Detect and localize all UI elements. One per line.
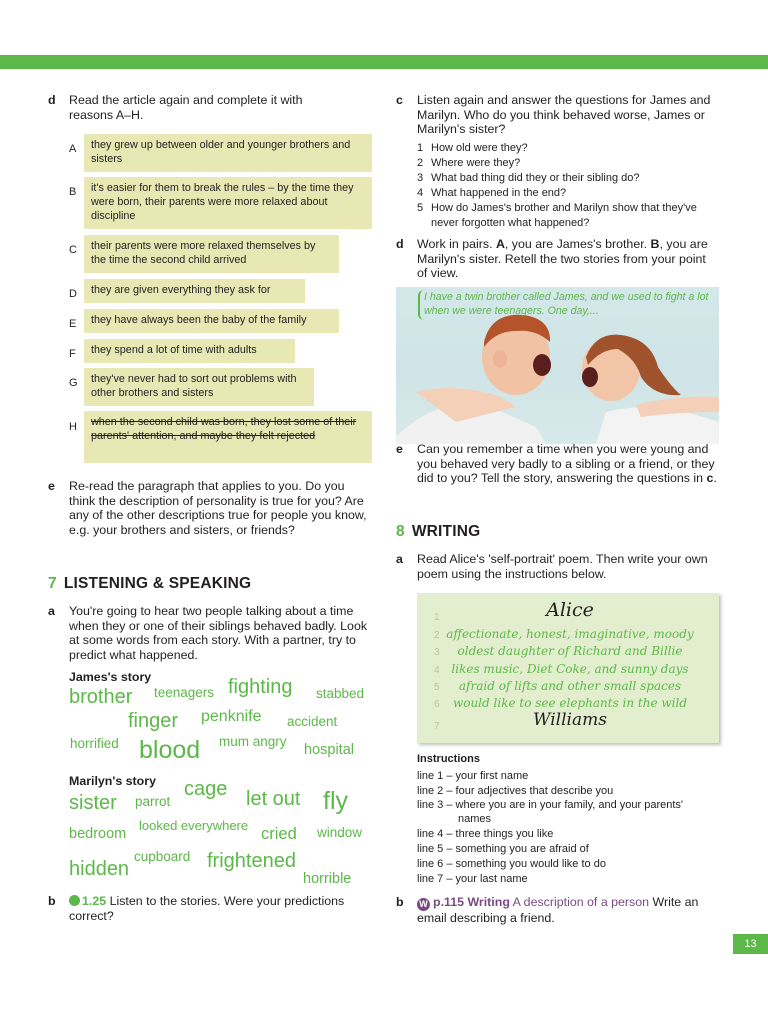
word-cloud-word: stabbed <box>316 686 365 701</box>
marilyn-story-title: Marilyn's story <box>69 774 156 788</box>
poem-line: Williams <box>533 710 607 730</box>
exercise-e-right-letter: e <box>396 442 403 456</box>
question-item: 1 How old were they? <box>417 142 528 154</box>
james-story-title: James's story <box>69 670 152 684</box>
writing-reference-link[interactable]: p.115 Writing <box>433 895 510 909</box>
exercise-d-instruction: Read the article again and complete it with reasons A–H. <box>69 93 303 122</box>
word-cloud-word: sister <box>69 792 117 814</box>
exercise-8b-letter: b <box>396 895 404 909</box>
exercise-7b-letter: b <box>48 894 56 908</box>
speech-text: I have a twin brother called James, and we used to fight a lot when we were teenagers. One day,... <box>424 291 709 317</box>
reason-letter: C <box>69 244 77 256</box>
word-cloud-word: bedroom <box>69 826 127 842</box>
section-8-number: 8 <box>396 523 405 540</box>
question-item: 2 Where were they? <box>417 157 521 169</box>
reason-box-h: when the second child was born, they lost some of their parents' attention, and maybe they felt rejected <box>84 411 372 463</box>
word-cloud-word: blood <box>139 736 201 764</box>
section-7-title: LISTENING & SPEAKING <box>63 575 252 592</box>
poem-line: Alice <box>546 599 594 621</box>
word-cloud-word: hospital <box>304 742 354 758</box>
instruction-line: line 4 – three things you like <box>417 828 554 840</box>
writing-icon: W <box>417 898 430 911</box>
word-cloud-word: brother <box>69 686 133 708</box>
section-8-title: WRITING <box>411 523 481 540</box>
exercise-8a-instruction: Read Alice's 'self-portrait' poem. Then write your own poem using the instructions below. <box>417 552 708 581</box>
reason-letter: B <box>69 186 77 198</box>
word-cloud-word: teenagers <box>154 685 215 700</box>
exercise-8b-text: Write an email describing a friend. <box>417 895 699 925</box>
exercise-d-right-instruction: Work in pairs. A, you are James's brother. B, you are Marilyn's sister. Retell the two stories from your point of view. <box>417 237 708 280</box>
poem-line: likes music, Diet Coke, and sunny days <box>451 662 689 676</box>
word-cloud-word: accident <box>287 714 338 729</box>
poem-line-number: 6 <box>434 699 440 710</box>
word-cloud-word: cupboard <box>134 849 191 864</box>
writing-reference-desc: A description of a person <box>512 895 650 909</box>
word-cloud-word: window <box>317 825 363 840</box>
exercise-7a-instruction: You're going to hear two people talking about a time when they or one of their siblings behaved badly. Look at some words from each story. With a partner, try to predict what happened. <box>69 604 368 662</box>
exercise-d-right-letter: d <box>396 237 404 251</box>
word-cloud-word: cried <box>261 825 297 843</box>
poem-line-number: 4 <box>434 665 440 676</box>
word-cloud-word: horrible <box>303 871 352 887</box>
exercise-e-right-instruction: Can you remember a time when you were young and you behaved very badly to a sibling or a friend, or they did to you? Tell the story, answering the questions in c. <box>417 442 717 485</box>
poem-line-number: 2 <box>434 630 440 641</box>
page-number: 13 <box>733 934 768 954</box>
section-7-heading <box>48 577 251 592</box>
poem-line: would like to see elephants in the wild <box>452 696 688 710</box>
reason-box-b: it's easier for them to break the rules – by the time they were born, their parents were more relaxed about discipline <box>84 177 372 229</box>
question-item: 5 How do James's brother and Marilyn show that they've never forgotten what happened? <box>417 202 697 229</box>
instruction-line: line 5 – something you are afraid of <box>417 843 589 855</box>
word-cloud-word: parrot <box>135 794 171 809</box>
exercise-7b-instruction <box>69 894 359 923</box>
reason-letter: D <box>69 288 77 300</box>
word-cloud-word: frightened <box>207 850 296 872</box>
poem-line-number: 5 <box>434 682 440 693</box>
word-cloud-word: let out <box>246 788 301 810</box>
word-cloud-word: finger <box>128 710 179 732</box>
reason-letter: A <box>69 143 77 155</box>
exercise-e-instruction: Re-read the paragraph that applies to you. Do you think the description of personality is true for you? Are any of the other descriptions true for people you know, e.g. your brothers and sisters, or friends? <box>69 479 367 537</box>
instruction-line: line 3 – where you are in your family, and your parents' <box>417 799 684 811</box>
exercise-c-instruction: Listen again and answer the questions for James and Marilyn. Who do you think behaved worse, James or Marilyn's sister? <box>417 93 711 136</box>
audio-icon[interactable] <box>69 895 80 906</box>
exercise-7b-text: Listen to the stories. Were your predictions correct? <box>69 894 345 923</box>
poem-line-number: 3 <box>434 647 440 658</box>
word-cloud-word: cage <box>184 778 228 800</box>
word-cloud-word: mum angry <box>219 734 287 749</box>
top-green-bar <box>0 55 768 69</box>
poem-line-number: 1 <box>434 612 440 623</box>
exercise-7a-letter: a <box>48 604 55 618</box>
word-cloud-word: horrified <box>70 736 119 751</box>
reason-letter: E <box>69 318 77 330</box>
instruction-line: line 1 – your first name <box>417 770 529 782</box>
instruction-line: line 7 – your last name <box>417 873 528 885</box>
reason-letter: G <box>69 377 78 389</box>
reason-box-e: they have always been the baby of the family <box>84 309 339 333</box>
reason-box-g: they've never had to sort out problems with other brothers and sisters <box>84 368 314 406</box>
question-list <box>417 141 707 231</box>
track-number: 1.25 <box>82 894 107 908</box>
question-item: 4 What happened in the end? <box>417 187 567 199</box>
word-cloud-word: fighting <box>228 676 293 698</box>
section-7-number: 7 <box>48 575 57 592</box>
reason-letter: F <box>69 348 76 360</box>
reason-box-d: they are given everything they ask for <box>84 279 305 303</box>
exercise-e-letter: e <box>48 479 55 493</box>
reason-box-f: they spend a lot of time with adults <box>84 339 295 363</box>
exercise-8a-letter: a <box>396 552 403 566</box>
exercise-d-letter: d <box>48 93 56 107</box>
instruction-line: names <box>458 813 492 825</box>
word-cloud-word: looked everywhere <box>139 818 249 833</box>
poem-line: affectionate, honest, imaginative, moody <box>446 627 694 641</box>
question-item: 3 What bad thing did they or their sibling do? <box>417 172 640 184</box>
poem-line-number: 7 <box>434 721 440 732</box>
exercise-8b-instruction <box>417 895 722 926</box>
poem-line: oldest daughter of Richard and Billie <box>457 644 683 658</box>
poem-line: afraid of lifts and other small spaces <box>458 679 682 693</box>
instructions-title: Instructions <box>417 753 480 765</box>
reason-letter: H <box>69 421 77 433</box>
instruction-line: line 2 – four adjectives that describe you <box>417 785 614 797</box>
word-cloud-word: penknife <box>201 708 262 725</box>
exercise-c-letter: c <box>396 93 403 107</box>
reason-box-a: they grew up between older and younger brothers and sisters <box>84 134 372 172</box>
word-cloud-word: fly <box>323 787 348 815</box>
reason-box-c: their parents were more relaxed themselves by the time the second child arrived <box>84 235 339 273</box>
section-8-heading <box>396 525 480 540</box>
word-cloud-word: hidden <box>69 858 130 880</box>
instruction-line: line 6 – something you would like to do <box>417 858 606 870</box>
